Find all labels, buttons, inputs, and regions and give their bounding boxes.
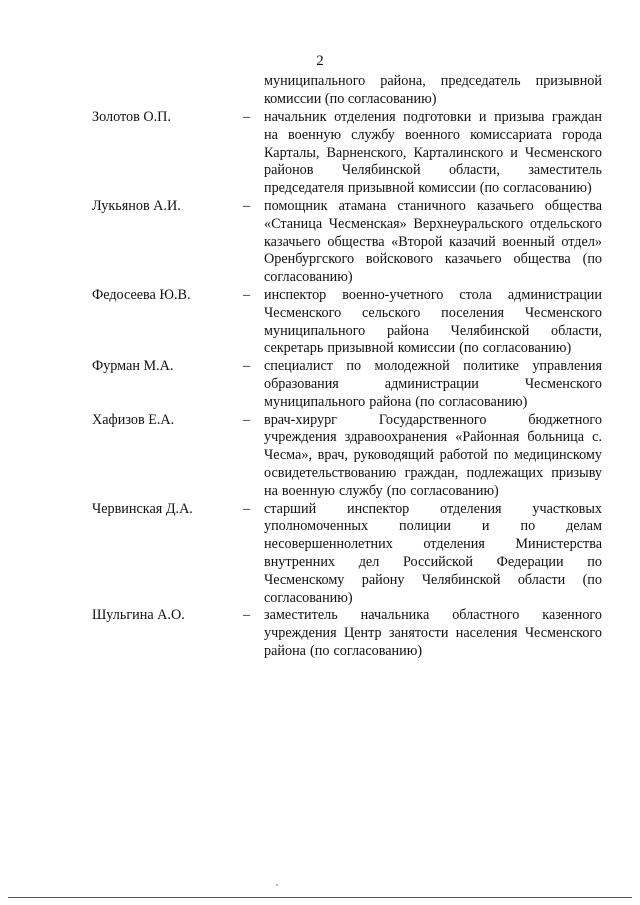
member-role: заместитель начальника областного казенного учреждения Центр занятости населения Чесменского района (по согласованию): [264, 607, 602, 659]
member-role: помощник атамана станичного казачьего общества «Станица Чесменская» Верхнеуральского отдельского казачьего общества «Второй казачий военный отдел» Оренбургского войскового казачьего общества (по согласованию): [264, 197, 602, 286]
continued-role-text: муниципального района, председатель призывной комиссии (по согласованию): [264, 73, 602, 107]
page-number: 2: [316, 53, 324, 69]
scan-dot: [276, 884, 278, 886]
dash-separator: –: [243, 358, 251, 375]
member-role: начальник отделения подготовки и призыва граждан на военную службу военного комиссариата города Карталы, Варненского, Карталинского и Чесменского районов Челябинской области, заместитель председателя призывной комиссии (по согласованию): [264, 109, 602, 197]
member-name: Золотов О.П.: [92, 109, 171, 125]
member-entry: [0, 412, 640, 501]
member-role: специалист по молодежной политике управления образования администрации Чесменского муниципального района (по согласованию): [264, 358, 602, 410]
member-name: Фурман М.А.: [92, 358, 174, 375]
dash-separator: –: [243, 286, 251, 303]
member-name: Лукьянов А.И.: [92, 197, 181, 214]
dash-separator: –: [243, 411, 251, 428]
member-name: Хафизов Е.А.: [92, 411, 175, 428]
member-entry: [0, 109, 640, 198]
member-role: старший инспектор отделения участковых уполномоченных полиции и по делам несовершеннолетних отделения Министерства внутренних дел Российской Федерации по Чесменскому району Челябинской области (по согласованию): [264, 500, 602, 606]
member-role: врач-хирург Государственного бюджетного учреждения здравоохранения «Районная больница с. Чесма», врач, руководящий работой по медицинскому освидетельствованию граждан, подлежащих призыву на военную службу (по согласованию): [264, 411, 602, 499]
member-name: Шульгина А.О.: [92, 607, 185, 624]
dash-separator: –: [243, 500, 251, 517]
dash-separator: –: [243, 197, 251, 214]
member-name: Червинская Д.А.: [92, 500, 193, 517]
member-entry: [0, 501, 640, 608]
page-bottom-edge-line: [8, 897, 632, 898]
member-name: Федосеева Ю.В.: [92, 286, 191, 303]
commission-member-list: [0, 109, 640, 661]
member-entry: [0, 198, 640, 287]
member-entry: [0, 358, 640, 411]
dash-separator: –: [243, 607, 251, 624]
dash-separator: –: [243, 109, 251, 125]
member-role: инспектор военно-учетного стола администрации Чесменского сельского поселения Чесменского муниципального района Челябинской области, секретарь призывной комиссии (по согласованию): [264, 286, 602, 357]
member-entry: [0, 287, 640, 358]
member-entry: [0, 607, 640, 660]
